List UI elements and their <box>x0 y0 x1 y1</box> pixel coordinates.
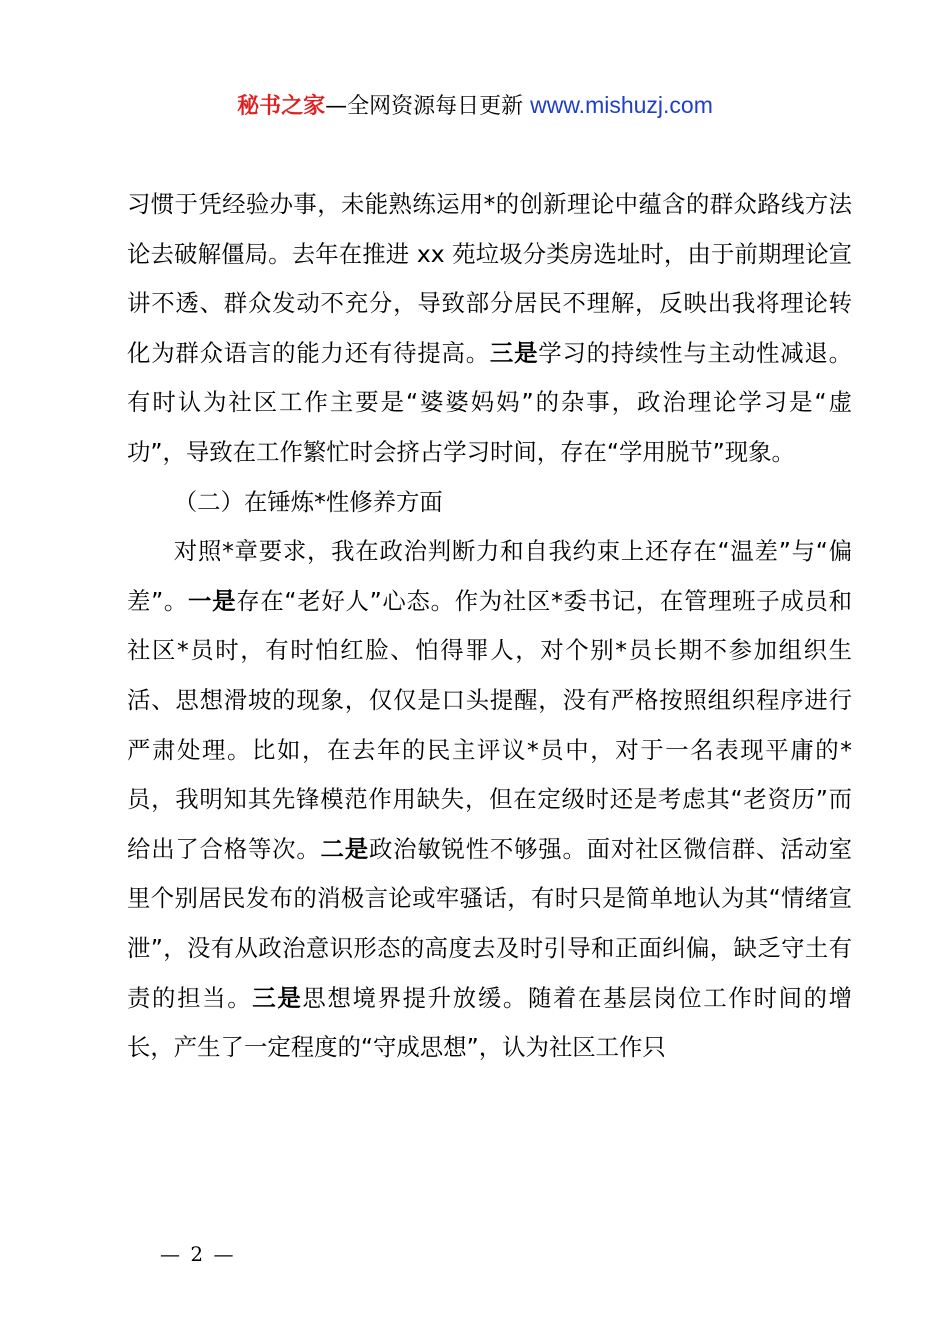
header-tagline: —全网资源每日更新 <box>325 94 531 119</box>
paragraph-1-text-2: 学习的持续性与主动性减退。有时认为社区工作主要是“婆婆妈妈”的杂事，政治理论学习是“虚功”，导致在工作繁忙时会挤占学习时间，存在“学用脱节”现象。 <box>127 338 853 466</box>
paragraph-1 <box>127 180 852 478</box>
page-header <box>0 90 950 122</box>
document-body <box>127 180 852 1073</box>
paragraph-2-text-1: 对照*章要求，我在政治判断力和自我约束上还存在“温差”与“偏差”。 <box>127 537 852 615</box>
paragraph-2-text-3: 政治敏锐性不够强。面对社区微信群、活动室里个别居民发布的消极言论或牢骚话，有时只是简单地认为其“情绪宣泄”，没有从政治意识形态的高度去及时引导和正面纠偏，缺乏守土有责的担当。 <box>127 834 853 1012</box>
paragraph-2-text-2: 存在“老好人”心态。作为社区*委书记，在管理班子成员和社区*员时，有时怕红脸、怕得罪人，对个别*员长期不参加组织生活、思想滑坡的现象，仅仅是口头提醒，没有严格按照组织程序进行严肃处理。比如，在去年的民主评议*员中，对于一名表现平庸的*员，我明知其先锋模范作用缺失，但在定级时还是考虑其“老资历”而给出了合格等次。 <box>127 586 852 863</box>
paragraph-2-text-4: 思想境界提升放缓。随着在基层岗位工作时间的增长，产生了一定程度的“守成思想”，认为社区工作只 <box>127 983 853 1062</box>
paragraph-2-bold-1: 一是 <box>188 586 237 615</box>
section-heading: （二）在锤炼*性修养方面 <box>173 487 443 516</box>
paragraph-2 <box>127 527 852 1073</box>
brand-name: 秘书之家 <box>237 94 326 119</box>
page-number: — 2 — <box>160 1242 236 1266</box>
paragraph-1-bold-1: 三是 <box>489 338 539 367</box>
paragraph-2-bold-3: 三是 <box>252 983 303 1012</box>
paragraph-1-text-1: 习惯于凭经验办事，未能熟练运用*的创新理论中蕴含的群众路线方法论去破解僵局。去年在推进 xx 苑垃圾分类房选址时，由于前期理论宣讲不透、群众发动不充分，导致部分居民不理解，反映出我将理论转化为群众语言的能力还有待提高。 <box>127 190 852 367</box>
website-link[interactable]: www.mishuzj.com <box>530 92 713 118</box>
paragraph-2-bold-2: 二是 <box>320 834 369 863</box>
